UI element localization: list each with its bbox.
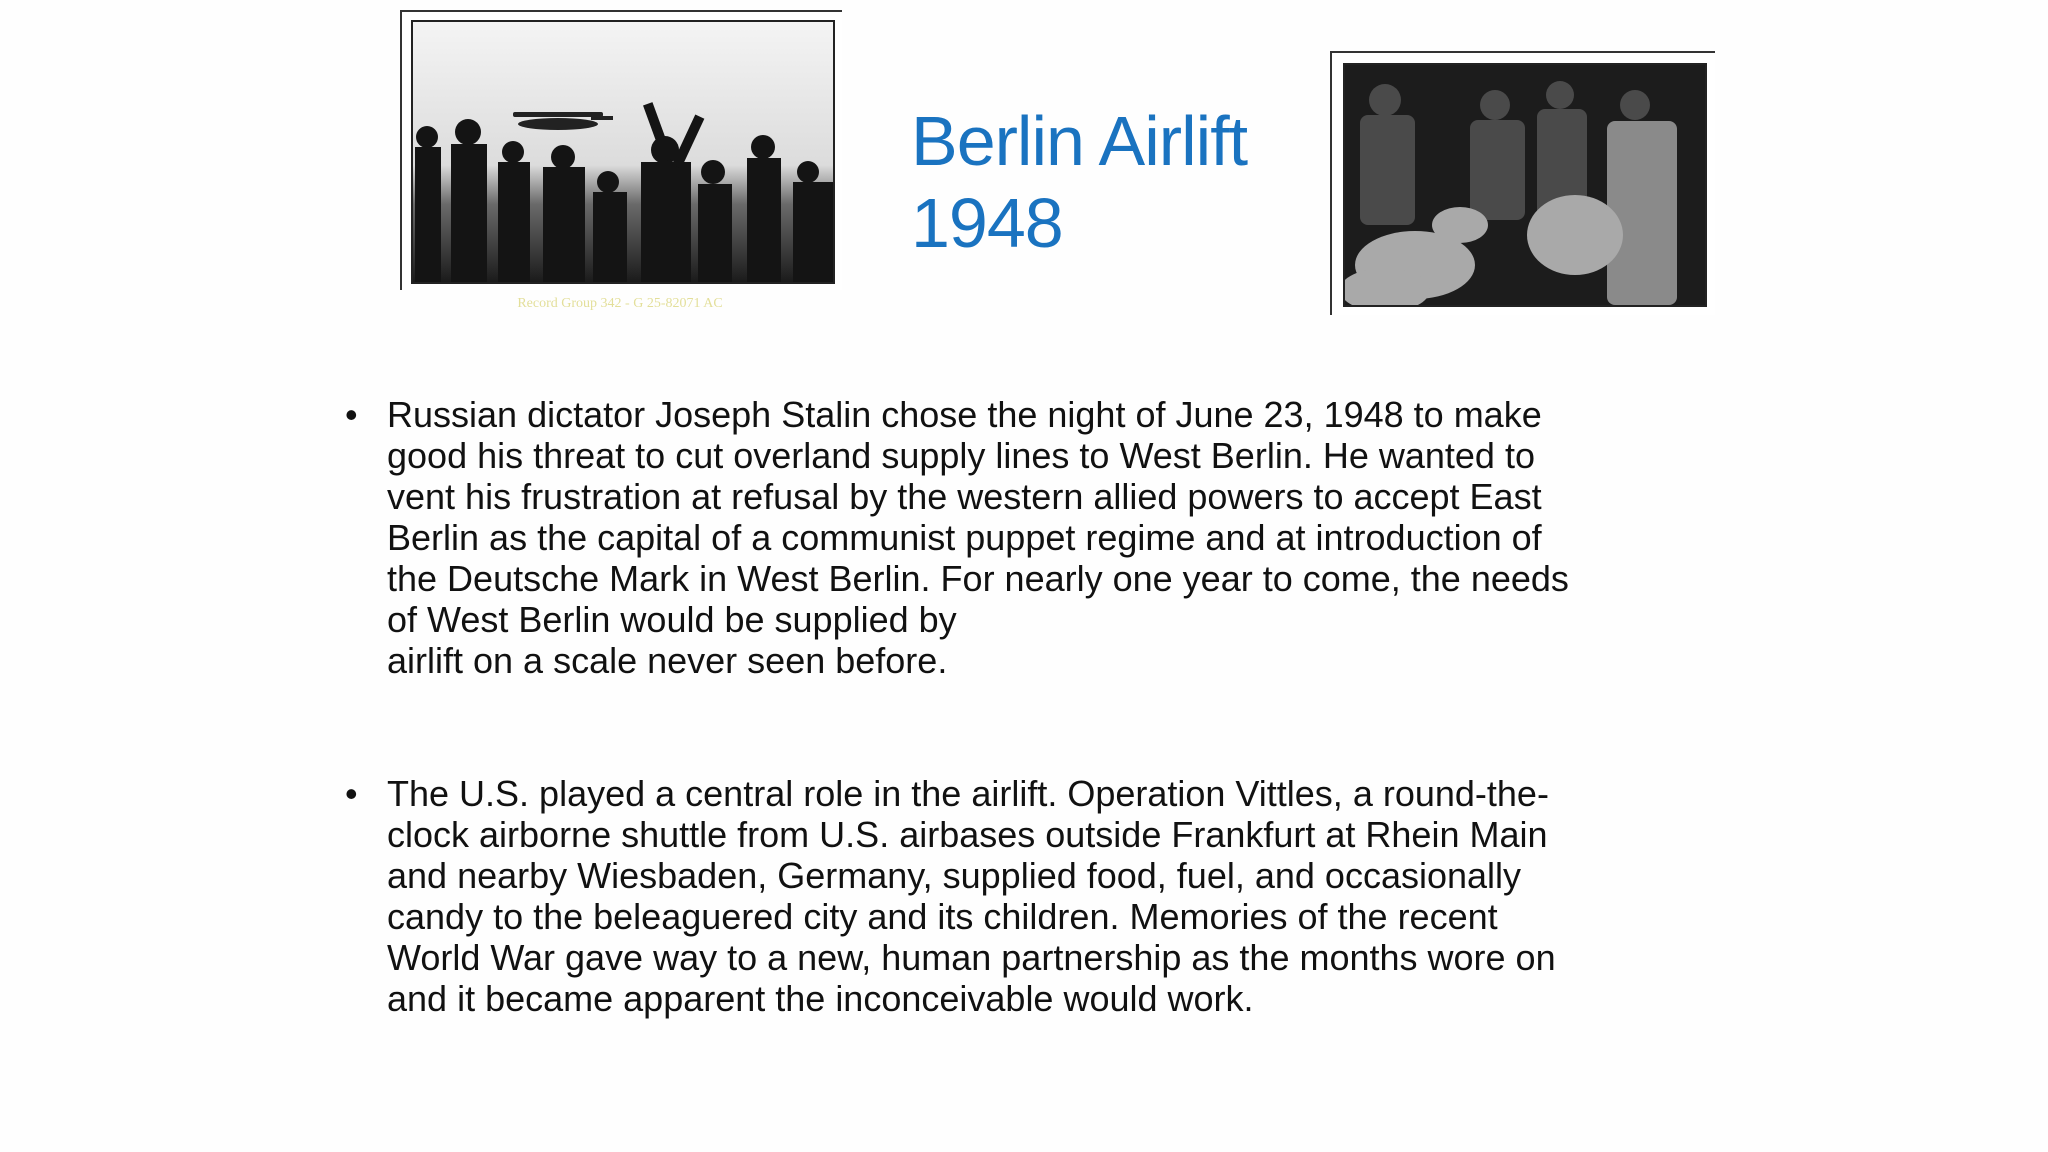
airplane-crowd-illustration xyxy=(413,22,833,282)
bullet-text: The U.S. played a central role in the airlift. Operation Vittles, a round-the- clock airborne shuttle from U.S. airbases outside Frankfurt at Rhein Main and nearby Wiesbaden, Germany, supplied food, fuel, and occasionally candy to the beleaguered city and its children. Memories of the recent World War gave way to a new, human partnership as the months wore on and it became apparent the inconceivable would work. xyxy=(387,773,1556,1019)
bullet-marker: • xyxy=(345,394,358,435)
airplane-crowd-photo xyxy=(411,20,835,284)
bullet-list xyxy=(345,394,1685,1019)
bullet-text: Russian dictator Joseph Stalin chose the night of June 23, 1948 to make good his threat to cut overland supply lines to West Berlin. He wanted to vent his frustration at refusal by the western allied powers to accept East Berlin as the capital of a communist puppet regime and at introduction of the Deutsche Mark in West Berlin. For nearly one year to come, the needs of West Berlin would be supplied by airlift on a scale never seen before. xyxy=(387,394,1569,681)
bullet-marker: • xyxy=(345,773,358,814)
title-line-1: Berlin Airlift xyxy=(911,102,1248,180)
soldiers-illustration xyxy=(1345,65,1705,305)
bullet-item xyxy=(345,394,1685,681)
photo-caption: Record Group 342 - G 25-82071 AC xyxy=(517,296,723,311)
bullet-item xyxy=(345,773,1685,1019)
slide-title xyxy=(911,100,1331,264)
title-line-2: 1948 xyxy=(911,184,1063,262)
soldiers-unloading-sacks-photo xyxy=(1343,63,1707,307)
